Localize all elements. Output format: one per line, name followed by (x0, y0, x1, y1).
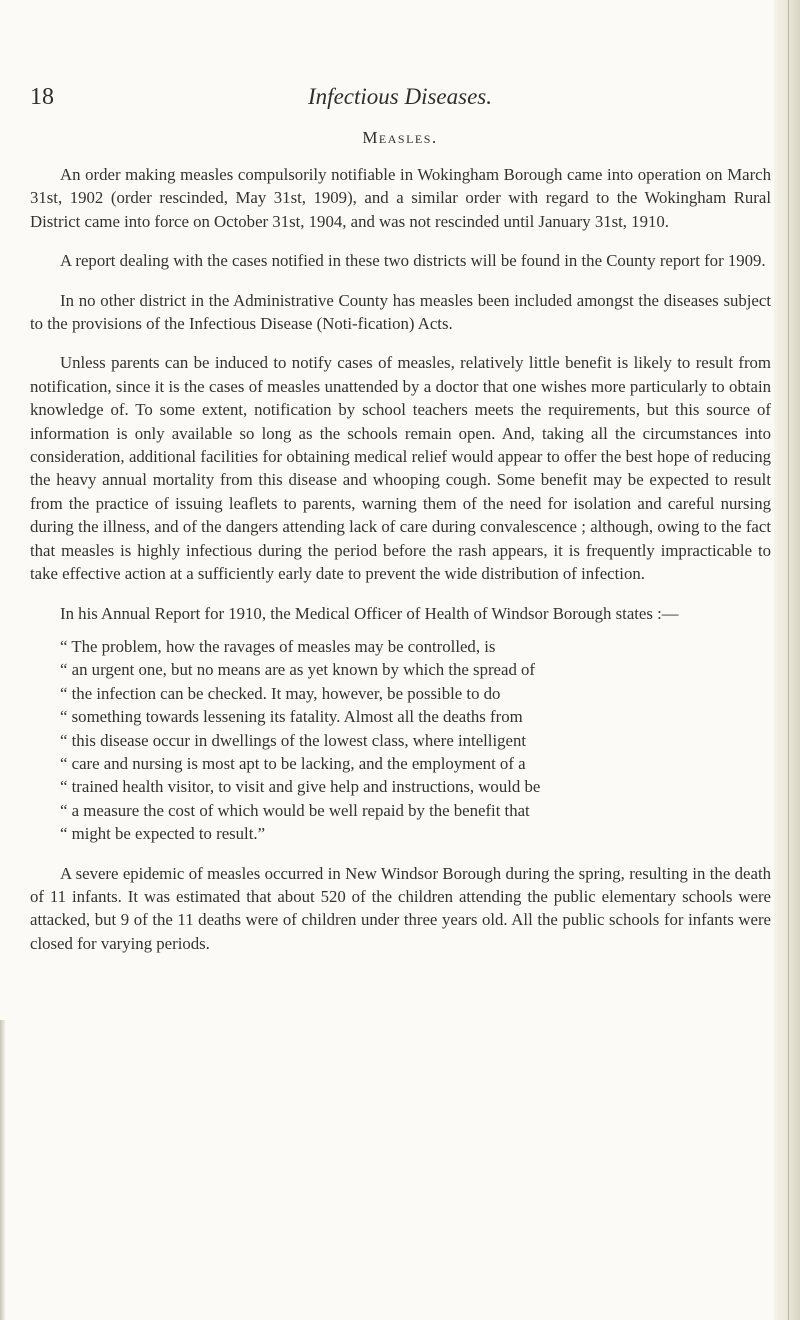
body-text (30, 163, 771, 971)
quote-line: “ the infection can be checked. It may, however, be possible to do (60, 683, 501, 703)
quote-line: “ trained health visitor, to visit and give help and instructions, would be (60, 777, 541, 797)
quote-line: “ might be expected to result.” (60, 824, 266, 844)
binding-shadow (0, 1020, 6, 1320)
page-header (30, 84, 770, 114)
block-quote (30, 635, 771, 846)
paragraph: A severe epidemic of measles occurred in New Windsor Borough during the spring, resulting in the death of 11 infants. It was estimated that about 520 of the children attending the public elementary schools were attacked, but 9 of the 11 deaths were of children under three years old. All the public schools for infants were closed for varying periods. (30, 863, 771, 953)
quote-line: “ something towards lessening its fatality. Almost all the deaths from (60, 707, 523, 727)
quote-line: “ care and nursing is most apt to be lacking, and the employment of a (60, 753, 526, 773)
section-title: Measles. (362, 128, 438, 147)
quote-line: “ The problem, how the ravages of measles may be controlled, is (60, 636, 496, 656)
page-edge (774, 0, 800, 1320)
running-head: Infectious Diseases. (308, 84, 492, 109)
quote-line: “ this disease occur in dwellings of the lowest class, where intelligent (60, 730, 527, 750)
paragraph: A report dealing with the cases notified in these two districts will be found in the County report for 1909. (60, 251, 766, 271)
paragraph: Unless parents can be induced to notify cases of measles, relatively little benefit is likely to result from notification, since it is the cases of measles unattended by a doctor that one wishes more particularly to obtain knowledge of. To some extent, notification by school teachers meets the requirements, but this source of information is only available so long as the schools remain open. And, taking all the circumstances into consideration, additional facilities for obtaining medical relief would appear to offer the best hope of reducing the heavy annual mortality from this disease and whooping cough. Some benefit may be expected to result from the practice of issuing leaflets to parents, warning them of the need for isolation and careful nursing during the illness, and of the dangers attending lack of care during convalescence ; although, owing to the fact that measles is highly infectious during the period before the rash appears, it is frequently impracticable to take effective action at a sufficiently early date to prevent the wide distribution of infection. (30, 353, 771, 584)
page-number: 18 (30, 84, 54, 110)
paragraph: In his Annual Report for 1910, the Medical Officer of Health of Windsor Borough states :— (60, 603, 679, 623)
paragraph: An order making measles compulsorily notifiable in Wokingham Borough came into operation on March 31st, 1902 (order rescinded, May 31st, 1909), and a similar order with regard to the Wokingham Rural District came into force on October 31st, 1904, and was not rescinded until January 31st, 1910. (30, 165, 771, 231)
quote-line: “ an urgent one, but no means are as yet known by which the spread of (60, 660, 536, 680)
quote-line: “ a measure the cost of which would be well repaid by the benefit that (60, 800, 530, 820)
paragraph: In no other district in the Administrative County has measles been included amongst the diseases subject to the provisions of the Infectious Disease (Noti-fication) Acts. (30, 290, 771, 334)
page-edge-line (788, 0, 789, 1320)
